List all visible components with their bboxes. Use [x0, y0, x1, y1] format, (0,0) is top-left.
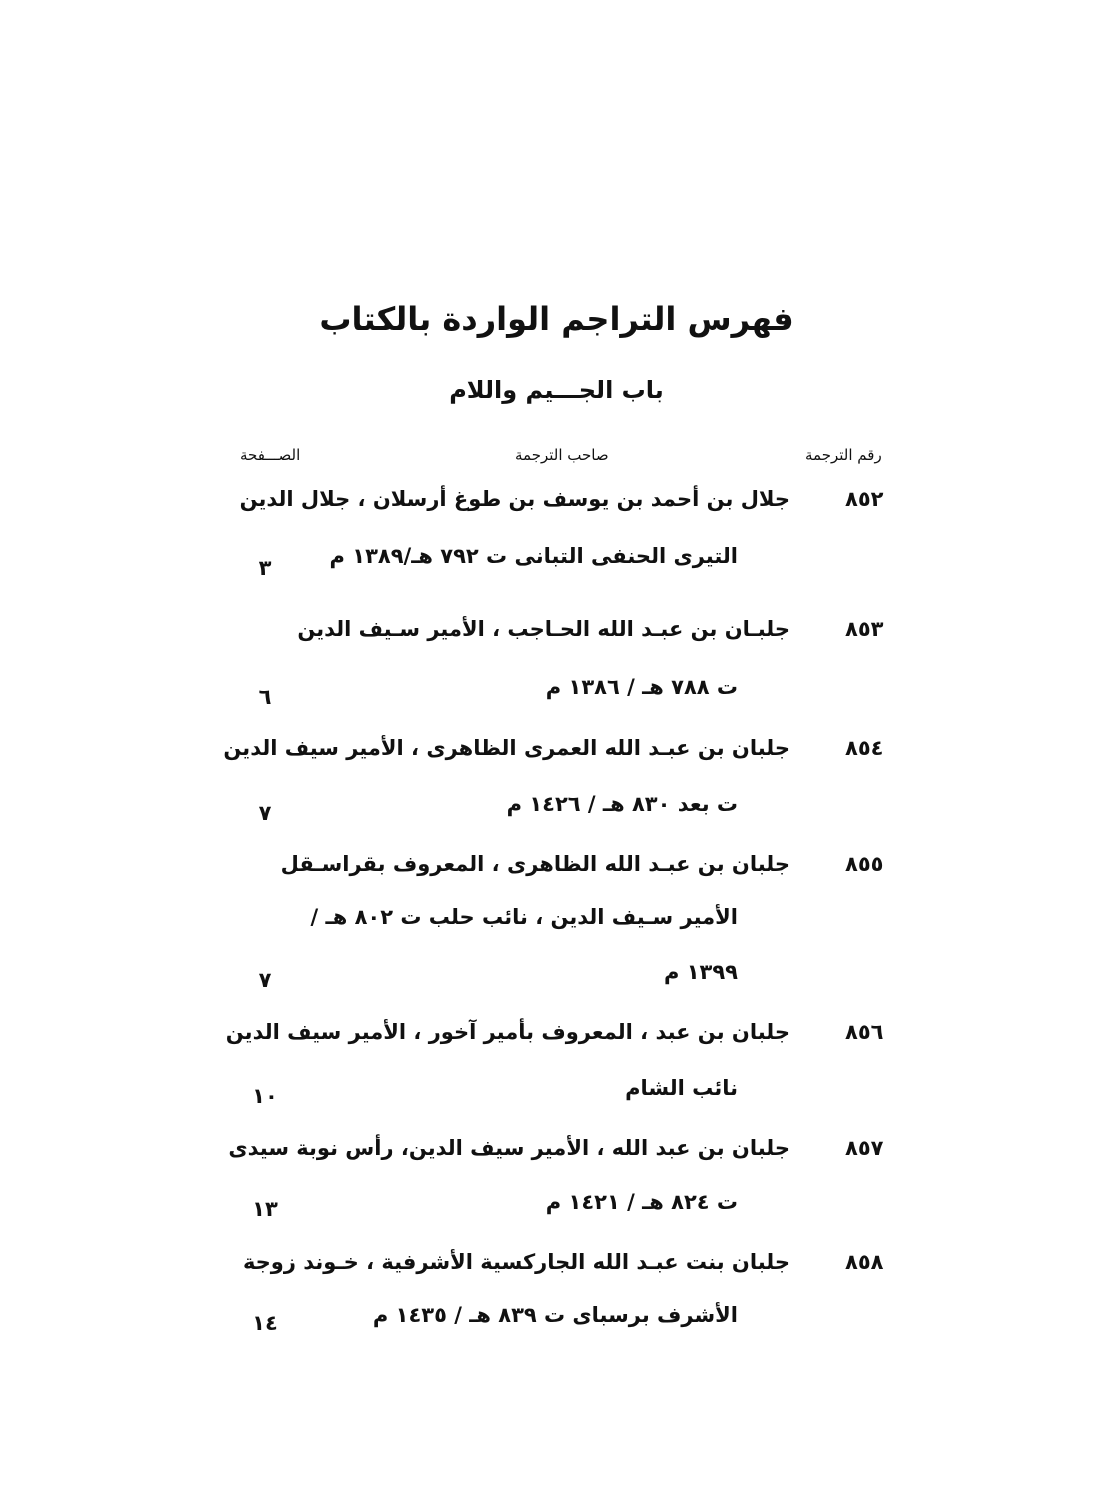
header-entry-name: صاحب الترجمة [515, 446, 609, 464]
header-entry-number: رقم الترجمة [805, 446, 882, 464]
page-title: فهرس التراجم الواردة بالكتاب [319, 300, 794, 338]
entry-number: ٨٥٢ [845, 487, 884, 511]
entry-line: جلبان بن عبـد الله الظاهرى ، المعروف بقراسـقل [280, 852, 790, 876]
entry-line: جلبان بن عبد ، المعروف بأمير آخور ، الأمير سيف الدين [225, 1020, 790, 1044]
entry-line: جلبان بنت عبـد الله الجاركسية الأشرفية ، خـوند زوجة [242, 1250, 790, 1274]
section-title: باب الجـــيم واللام [449, 376, 664, 404]
entry-line: الأمير سـيف الدين ، نائب حلب ت ٨٠٢ هـ / [310, 905, 738, 929]
entry-line: جلال بن أحمد بن يوسف بن طوغ أرسلان ، جلال الدين [239, 487, 790, 511]
entry-page: ١٤ [252, 1311, 278, 1335]
entry-page: ٣ [258, 556, 272, 580]
entry-line: التيرى الحنفى التبانى ت ٧٩٢ هـ/١٣٨٩ م [329, 544, 738, 568]
entry-line: ت ٨٢٤ هـ / ١٤٢١ م [545, 1190, 738, 1214]
entry-page: ١٠ [252, 1084, 278, 1108]
entry-line: ت ٧٨٨ هـ / ١٣٨٦ م [545, 675, 738, 699]
entry-number: ٨٥٥ [845, 852, 884, 876]
entry-page: ٧ [258, 968, 272, 992]
entry-line: جلبـان بن عبـد الله الحـاجب ، الأمير سـيف الدين [297, 617, 790, 641]
header-page: الصـــفحة [240, 446, 301, 464]
entry-number: ٨٥٤ [845, 736, 884, 760]
entry-number: ٨٥٦ [845, 1020, 884, 1044]
entry-number: ٨٥٧ [845, 1136, 884, 1160]
entry-line: ت بعد ٨٣٠ هـ / ١٤٢٦ م [506, 792, 738, 816]
entry-page: ٦ [258, 685, 272, 709]
entry-number: ٨٥٣ [845, 617, 884, 641]
entry-line: جلبان بن عبد الله ، الأمير سيف الدين، رأس نوبة سيدى [228, 1136, 790, 1160]
entry-line: جلبان بن عبـد الله العمرى الظاهرى ، الأمير سيف الدين [223, 736, 790, 760]
entry-number: ٨٥٨ [845, 1250, 884, 1274]
entry-page: ١٣ [252, 1197, 278, 1221]
entry-page: ٧ [258, 801, 272, 825]
entry-line: الأشرف برسباى ت ٨٣٩ هـ / ١٤٣٥ م [372, 1303, 738, 1327]
entry-line: ١٣٩٩ م [664, 960, 738, 984]
entry-line: نائب الشام [625, 1076, 738, 1100]
